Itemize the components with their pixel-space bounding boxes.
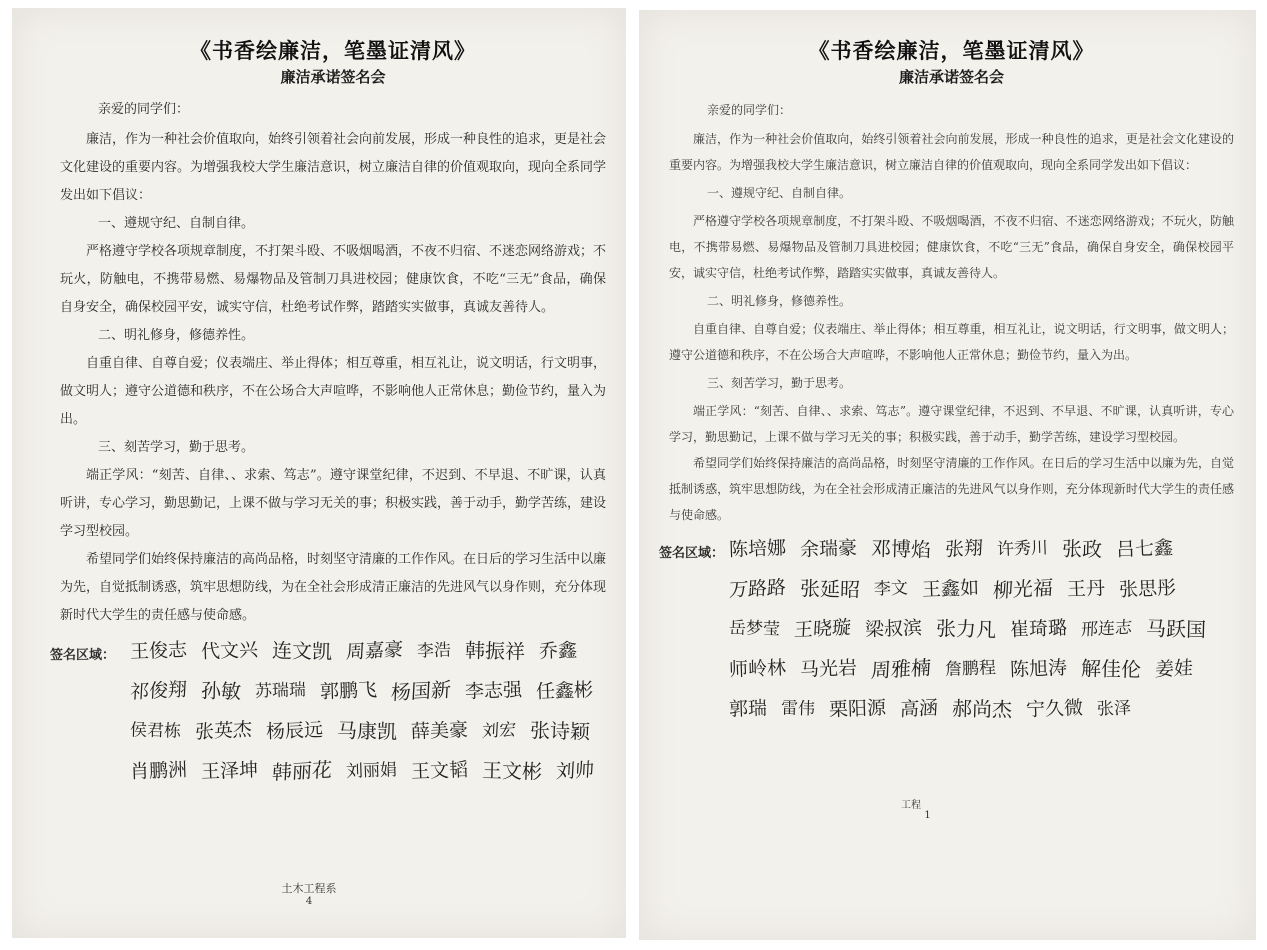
signature: 柳光福 xyxy=(992,575,1054,603)
signature: 万路路 xyxy=(728,576,787,602)
signature: 王俊志 xyxy=(129,639,188,663)
signature: 刘丽娟 xyxy=(345,760,398,782)
signature: 李文 xyxy=(873,578,909,600)
signature: 苏瑞瑞 xyxy=(254,680,307,702)
signature: 任鑫彬 xyxy=(535,679,594,703)
signature: 李志强 xyxy=(464,679,523,703)
signature: 杨辰远 xyxy=(265,719,324,743)
signature: 侯君栋 xyxy=(129,720,182,742)
signature: 邢连志 xyxy=(1080,617,1133,641)
signature: 张延昭 xyxy=(799,576,861,602)
signature: 刘帅 xyxy=(555,758,595,784)
signature: 马跃国 xyxy=(1145,616,1207,642)
signature: 王文彬 xyxy=(481,758,543,784)
signature: 吕七鑫 xyxy=(1115,537,1174,561)
intro-paragraph: 廉洁，作为一种社会价值取向，始终引领着社会向前发展，形成一种良性的追求，更是社会文化建设的重要内容。为增强我校大学生廉洁意识，树立廉洁自律的价值观取向，现向全系同学发出如下倡议： xyxy=(60,132,607,203)
signature: 崔琦璐 xyxy=(1009,617,1068,641)
page-number: 4 xyxy=(305,896,313,907)
signature: 代文兴 xyxy=(200,639,259,663)
signature: 师岭林 xyxy=(728,657,787,681)
signature: 张翔 xyxy=(944,536,984,562)
signature: 雷伟 xyxy=(780,698,816,720)
signature: 周雅楠 xyxy=(870,655,932,683)
signature: 韩振祥 xyxy=(464,638,526,664)
signature-label: 签名区域： xyxy=(50,648,116,663)
greeting: 亲爱的同学们： xyxy=(707,103,792,117)
signature-label: 签名区域： xyxy=(659,546,725,561)
signature: 刘宏 xyxy=(481,720,517,742)
document-page-right xyxy=(639,10,1256,940)
greeting: 亲爱的同学们： xyxy=(98,102,190,117)
signature: 王泽坤 xyxy=(200,759,259,783)
signature: 乔鑫 xyxy=(538,639,578,663)
signature: 解佳伦 xyxy=(1080,656,1142,682)
section-heading-2: 二、明礼修身，修德养性。 xyxy=(98,328,255,343)
signature: 薛美豪 xyxy=(410,719,469,743)
section-heading-1: 一、遵规守纪、自制自律。 xyxy=(98,216,255,231)
signature-area xyxy=(50,632,606,790)
closing-paragraph: 希望同学们始终保持廉洁的高尚品格，时刻坚守清廉的工作作风。在日后的学习生活中以廉为先，自觉抵制诱惑，筑牢思想防线，为在全社会形成清正廉洁的先进风气以身作则，充分体现新时代大学生的责任感与使命感。 xyxy=(669,456,1234,522)
signature: 张英杰 xyxy=(194,718,253,744)
signature-list xyxy=(60,632,606,790)
section-heading-3: 三、刻苦学习，勤于思考。 xyxy=(98,440,255,455)
signature: 郭鹏飞 xyxy=(319,679,378,703)
section-paragraph-2: 自重自律、自尊自爱；仪表端庄、举止得体；相互尊重，相互礼让，说文明话，行文明事，做文明人；遵守公道德和秩序，不在公场合大声喧哗，不影响他人正常休息；勤俭节约，量入为出。 xyxy=(60,356,607,427)
signature: 杨国新 xyxy=(390,677,452,705)
signature: 周嘉豪 xyxy=(345,638,404,664)
signature: 张政 xyxy=(1061,536,1103,562)
signature: 陈旭涛 xyxy=(1009,657,1068,681)
document-page-left xyxy=(12,8,626,938)
section-heading-1: 一、遵规守纪、自制自律。 xyxy=(707,186,852,200)
signature: 祁俊翔 xyxy=(129,678,188,704)
signature: 宁久微 xyxy=(1025,697,1084,721)
signature: 许秀川 xyxy=(996,538,1049,560)
signature: 王丹 xyxy=(1066,577,1106,601)
signature: 肖鹏洲 xyxy=(129,759,188,783)
section-paragraph-1: 严格遵守学校各项规章制度，不打架斗殴、不吸烟喝酒，不夜不归宿、不迷恋网络游戏；不玩火，防触电，不携带易燃、易爆物品及管制刀具进校园；健康饮食，不吃“三无”食品，确保自身安全，确保校园平安，诚实守信，杜绝考试作弊，踏踏实实做事，真诚友善待人。 xyxy=(60,244,607,315)
signature: 李浩 xyxy=(416,640,452,662)
signature: 梁叔滨 xyxy=(864,617,923,641)
signature: 张思彤 xyxy=(1118,577,1177,601)
stamp-text: 工程 xyxy=(901,800,921,811)
signature: 詹鹏程 xyxy=(944,658,997,680)
signature: 马光岩 xyxy=(799,657,858,681)
section-paragraph-3: 端正学风：“刻苦、自律、、求索、笃志”。遵守课堂纪律，不迟到、不早退、不旷课，认真听讲，专心学习，勤思勤记，上课不做与学习无关的事；积极实践，善于动手，勤学苦练，建设学习型校园。 xyxy=(60,468,607,539)
section-paragraph-1: 严格遵守学校各项规章制度，不打架斗殴、不吸烟喝酒，不夜不归宿、不迷恋网络游戏；不玩火，防触电，不携带易燃、易爆物品及管制刀具进校园；健康饮食，不吃“三无”食品，确保自身安全，确保校园平安，诚实守信，杜绝考试作弊，踏踏实实做事，真诚友善待人。 xyxy=(669,214,1234,280)
signature: 郭瑞 xyxy=(728,697,768,721)
signature: 张力凡 xyxy=(935,616,997,642)
section-heading-2: 二、明礼修身，修德养性。 xyxy=(707,294,852,308)
signature: 王鑫如 xyxy=(921,577,980,601)
signature: 马康凯 xyxy=(336,718,398,744)
page-title: 《书香绘廉洁，笔墨证清风》 xyxy=(808,38,1095,63)
signature-list xyxy=(669,530,1234,728)
signature: 王晓璇 xyxy=(793,616,852,642)
signature: 连文凯 xyxy=(271,638,333,664)
signature: 余瑞豪 xyxy=(799,537,858,561)
signature: 张泽 xyxy=(1096,698,1132,720)
signature: 高涵 xyxy=(899,696,939,722)
section-heading-3: 三、刻苦学习，勤于思考。 xyxy=(707,376,852,390)
signature: 张诗颖 xyxy=(529,718,591,744)
signature: 邓博焰 xyxy=(870,536,932,562)
signature: 韩丽花 xyxy=(271,757,333,785)
intro-paragraph: 廉洁，作为一种社会价值取向，始终引领着社会向前发展，形成一种良性的追求，更是社会文化建设的重要内容。为增强我校大学生廉洁意识，树立廉洁自律的价值观取向，现向全系同学发出如下倡议： xyxy=(669,132,1234,172)
section-paragraph-3: 端正学风：“刻苦、自律、、求索、笃志”。遵守课堂纪律，不迟到、不早退、不旷课，认真听讲，专心学习，勤思勤记，上课不做与学习无关的事；积极实践，善于动手，勤学苦练，建设学习型校园。 xyxy=(669,404,1234,444)
closing-paragraph: 希望同学们始终保持廉洁的高尚品格，时刻坚守清廉的工作作风。在日后的学习生活中以廉为先，自觉抵制诱惑，筑牢思想防线，为在全社会形成清正廉洁的先进风气以身作则，充分体现新时代大学生的责任感与使命感。 xyxy=(60,552,607,623)
section-paragraph-2: 自重自律、自尊自爱；仪表端庄、举止得体；相互尊重，相互礼让，说文明话，行文明事，做文明人；遵守公道德和秩序，不在公场合大声喧哗，不影响他人正常休息；勤俭节约，量入为出。 xyxy=(669,322,1234,362)
page-subtitle: 廉洁承诺签名会 xyxy=(280,68,386,86)
signature: 姜娃 xyxy=(1154,656,1194,682)
signature: 郝尚杰 xyxy=(951,696,1013,722)
signature: 王文韬 xyxy=(410,759,469,783)
page-number: 1 xyxy=(924,810,931,821)
footer-department: 土木工程系 xyxy=(281,882,337,895)
signature: 陈培娜 xyxy=(728,537,787,561)
signature-area xyxy=(659,530,1234,728)
signature: 岳梦莹 xyxy=(728,618,781,640)
signature: 孙敏 xyxy=(200,678,242,704)
signature: 栗阳源 xyxy=(828,697,887,721)
page-title: 《书香绘廉洁，笔墨证清风》 xyxy=(190,38,476,63)
page-subtitle: 廉洁承诺签名会 xyxy=(898,68,1004,86)
